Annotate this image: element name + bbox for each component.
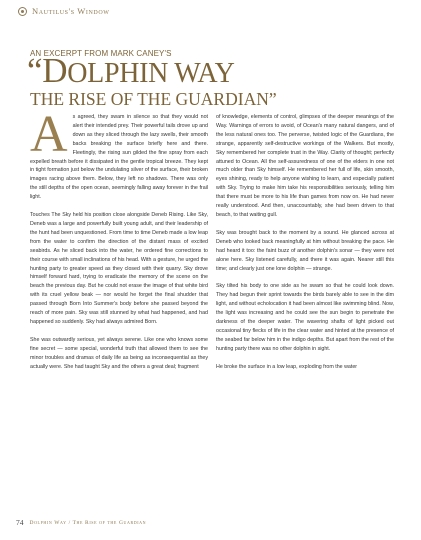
- paragraph: Sky tilted his body to one side as he swam so that he could look down. They had begun their sprint towards the birds barely able to see in the dim light, and without echolocation it had been almost like swimming blind. Now, the light was increasing and he could see the sun begin to penetrate the darkness of the deeper water. The wavering shafts of light picked out occasional tiny flecks of life in the clear water and hinted at the presence of the seabed far below him in the indigo depths. But apart from the rest of the hunting party there was no other dolphin in sight.: [216, 283, 394, 352]
- page-number: 74: [16, 518, 24, 527]
- paragraph: Touches The Sky held his position close alongside Deneb Rising. Like Sky, Deneb was a large and powerfully built young adult, and their leadership of the hunt had been unquestioned. From time to time Deneb made a low leap from the water to confirm the direction of the distant mass of excited seabirds. As he sliced back into the water, he ordered fine corrections to their course with small inclinations of his head. With a gesture, he urged the hunting party to greater speed as they closed with their quarry. Sky drove himself forward hard, trying to eradicate the memory of the scene on the beach the previous day. But he could not erase the image of that white bird with its cruel yellow beak — nor would he forget the final shudder that passed through Born Into Summer's body before she passed beyond the reach of more pain. Sky was still stunned by what had happened, and had happened so suddenly. Sky had always admired Born.: [30, 212, 208, 325]
- paragraph: [30, 106, 208, 202]
- title-open-quote: “: [27, 51, 43, 90]
- article-subtitle: THE RISE OF THE GUARDIAN”: [30, 89, 277, 109]
- circle-bullet-icon: [18, 7, 27, 16]
- title-initial: D: [42, 51, 68, 90]
- section-header: [18, 6, 110, 16]
- section-title: Nautilus's Window: [32, 6, 110, 16]
- paragraph-text: s agreed, they swam in silence so that they would not alert their intended prey. Their powerful tails drove up and down as they sliced through the lazy swells, their smooth backs breaking the surface briefly here and there. Fleetingly, the rising sun gilded the fine spray from each expelled breath before it dissipated in the gentle tropical breeze. They kept in tight formation just below the undulating silver of the surface, their broken images racing above them. Below, they left no shadows. There was only the still depths of the open ocean, seemingly falling away forever in the frail light.: [30, 114, 208, 201]
- paragraph: Sky was brought back to the moment by a sound. He glanced across at Deneb who looked back meaningfully at him without breaking the pace. He had heard it too: the faint buzz of another dolphin's sonar — they were not alone here. Sky listened carefully, and there it was again. Nearer still this time; and clearly just one lone dolphin — strange.: [216, 229, 394, 272]
- running-title: Dolphin Way / The Rise of the Guardian: [29, 519, 147, 526]
- page-footer: [16, 518, 146, 527]
- article-kicker: AN EXCERPT FROM MARK CANEY'S: [30, 49, 172, 58]
- paragraph: She was outwardly serious, yet always serene. Like one who knows some fine secret — some special, wonderful truth that allowed them to see the minor troubles and dramas of daily life as being as inconsequential as they actually were. She had taught Sky and the others a great deal; fragment: [30, 336, 208, 370]
- left-column: [30, 106, 208, 380]
- right-column: [216, 113, 394, 381]
- drop-cap: A: [30, 106, 68, 163]
- paragraph: of knowledge, elements of control, glimpses of the deeper meanings of the Way. Warnings of errors to avoid, of Ocean's many natural dangers, and of the less natural ones too. The perverse, twisted logic of the Guardians, the strange, apparently self-destructive workings of the Walkers. But mostly, Sky remembered her complete trust in the Way. Clarity of thought; perfectly attuned to Ocean. All the self-assuredness of one of the elders in one not much older than Sky himself. He remembered her full of life, skin smooth, eyes shining, ready to help anyone wishing to learn, and especially patient with Sky. Trying to make him take his responsibilities seriously, telling him that there must be more to his life than games from now on. He had never really understood. And then, unaccountably, she had been driven to that beach, to that waiting gull.: [216, 114, 394, 218]
- title-rest: OLPHIN WAY: [67, 58, 235, 89]
- paragraph: He broke the surface in a low leap, exploding from the water: [216, 363, 358, 370]
